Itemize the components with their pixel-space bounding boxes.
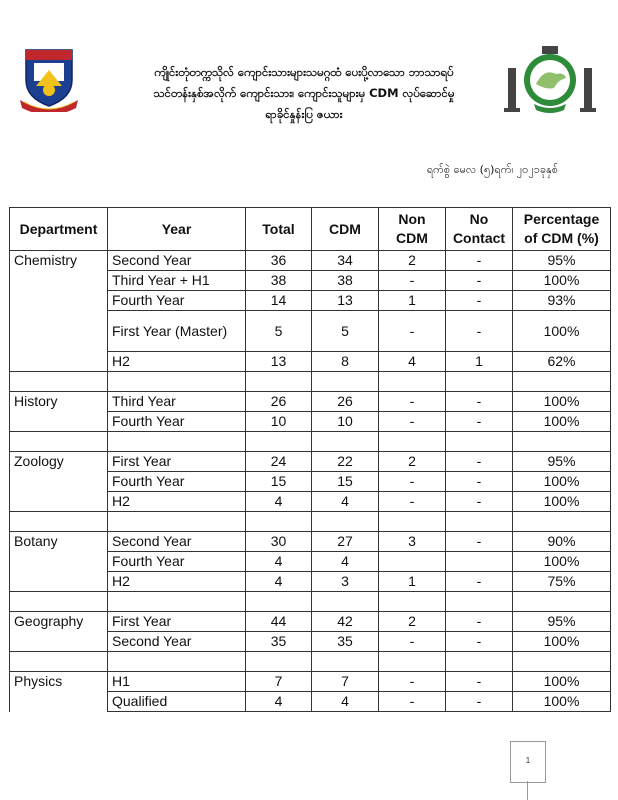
no-contact-cell: 1: [446, 352, 513, 372]
student-union-logo: [504, 46, 596, 116]
no-contact-cell: -: [446, 251, 513, 271]
spacer-cell: [446, 512, 513, 532]
page-number-box: [510, 741, 546, 783]
spacer-cell: [108, 432, 246, 452]
cdm-percentage-table: [9, 207, 611, 712]
header-year: Year: [108, 208, 246, 251]
spacer-cell: [446, 432, 513, 452]
percentage-cell: 95%: [513, 452, 611, 472]
no-contact-cell: -: [446, 672, 513, 692]
page-number: 1: [525, 756, 531, 765]
spacer-cell: [446, 592, 513, 612]
table-spacer-row: [10, 652, 611, 672]
no-contact-cell: -: [446, 572, 513, 592]
percentage-cell: 100%: [513, 472, 611, 492]
table-row: [10, 452, 611, 472]
non-cdm-cell: -: [379, 632, 446, 652]
cdm-cell: 38: [312, 271, 379, 291]
total-cell: 4: [246, 572, 312, 592]
no-contact-cell: -: [446, 632, 513, 652]
department-cell: Physics: [10, 672, 108, 692]
cdm-cell: 8: [312, 352, 379, 372]
percentage-cell: 100%: [513, 492, 611, 512]
total-cell: 24: [246, 452, 312, 472]
total-cell: 4: [246, 552, 312, 572]
non-cdm-cell: 1: [379, 291, 446, 311]
department-cell: [10, 271, 108, 291]
total-cell: 13: [246, 352, 312, 372]
total-cell: 44: [246, 612, 312, 632]
percentage-cell: 62%: [513, 352, 611, 372]
spacer-cell: [312, 512, 379, 532]
department-cell: [10, 632, 108, 652]
table-header-row: [10, 208, 611, 251]
non-cdm-cell: -: [379, 412, 446, 432]
no-contact-cell: -: [446, 291, 513, 311]
cdm-cell: 15: [312, 472, 379, 492]
spacer-cell: [446, 372, 513, 392]
department-cell: [10, 572, 108, 592]
spacer-cell: [108, 592, 246, 612]
spacer-cell: [10, 592, 108, 612]
total-cell: 10: [246, 412, 312, 432]
non-cdm-cell: 2: [379, 251, 446, 271]
cdm-cell: 4: [312, 692, 379, 712]
total-cell: 14: [246, 291, 312, 311]
department-cell: [10, 692, 108, 712]
non-cdm-cell: 3: [379, 532, 446, 552]
cdm-cell: 34: [312, 251, 379, 271]
percentage-cell: 100%: [513, 412, 611, 432]
spacer-cell: [246, 512, 312, 532]
year-cell: Fourth Year: [108, 412, 246, 432]
percentage-cell: 75%: [513, 572, 611, 592]
year-cell: Fourth Year: [108, 472, 246, 492]
year-cell: First Year: [108, 612, 246, 632]
non-cdm-cell: [379, 552, 446, 572]
table-body: [10, 251, 611, 712]
department-cell: [10, 291, 108, 311]
year-cell: H2: [108, 492, 246, 512]
percentage-cell: 100%: [513, 311, 611, 352]
header-cdm: CDM: [312, 208, 379, 251]
spacer-cell: [513, 432, 611, 452]
total-cell: 30: [246, 532, 312, 552]
non-cdm-cell: 4: [379, 352, 446, 372]
table-row: [10, 672, 611, 692]
spacer-cell: [312, 652, 379, 672]
title-line-1: ကျိုင်းတုံတက္ကသိုလ် ကျောင်းသားများသမဂ္ဂထံ ပေးပို့လာသော ဘာသာရပ်: [154, 65, 454, 79]
spacer-cell: [10, 372, 108, 392]
percentage-cell: 100%: [513, 632, 611, 652]
no-contact-cell: -: [446, 412, 513, 432]
non-cdm-cell: -: [379, 392, 446, 412]
year-cell: Third Year + H1: [108, 271, 246, 291]
percentage-cell: 90%: [513, 532, 611, 552]
spacer-cell: [108, 512, 246, 532]
header-percentage: Percentage of CDM (%): [513, 208, 611, 251]
spacer-cell: [108, 652, 246, 672]
cdm-cell: 13: [312, 291, 379, 311]
page-number-connector: [527, 781, 528, 800]
cdm-cell: 35: [312, 632, 379, 652]
table-row: [10, 251, 611, 271]
spacer-cell: [379, 372, 446, 392]
total-cell: 38: [246, 271, 312, 291]
year-cell: H2: [108, 352, 246, 372]
table-row: [10, 612, 611, 632]
table-row: [10, 692, 611, 712]
cdm-cell: 27: [312, 532, 379, 552]
title-line-2: သင်တန်းနှစ်အလိုက် ကျောင်းသား၊ ကျောင်းသူများမှ CDM လုပ်ဆောင်မှု: [153, 86, 455, 100]
percentage-cell: 100%: [513, 552, 611, 572]
total-cell: 36: [246, 251, 312, 271]
non-cdm-cell: 2: [379, 452, 446, 472]
spacer-cell: [312, 592, 379, 612]
spacer-cell: [513, 652, 611, 672]
non-cdm-cell: -: [379, 672, 446, 692]
table-spacer-row: [10, 512, 611, 532]
cdm-cell: 3: [312, 572, 379, 592]
no-contact-cell: -: [446, 612, 513, 632]
spacer-cell: [312, 432, 379, 452]
table-spacer-row: [10, 372, 611, 392]
cdm-cell: 42: [312, 612, 379, 632]
non-cdm-cell: -: [379, 271, 446, 291]
total-cell: 35: [246, 632, 312, 652]
header-total: Total: [246, 208, 312, 251]
department-cell: Botany: [10, 532, 108, 552]
spacer-cell: [379, 432, 446, 452]
no-contact-cell: -: [446, 492, 513, 512]
spacer-cell: [10, 432, 108, 452]
title-line-3: ရာခိုင်နှုန်းပြ ဇယား: [265, 107, 343, 121]
cdm-cell: 4: [312, 552, 379, 572]
percentage-cell: 100%: [513, 271, 611, 291]
table-row: [10, 552, 611, 572]
year-cell: Third Year: [108, 392, 246, 412]
year-cell: H2: [108, 572, 246, 592]
spacer-cell: [513, 372, 611, 392]
spacer-cell: [10, 652, 108, 672]
department-cell: History: [10, 392, 108, 412]
cdm-cell: 4: [312, 492, 379, 512]
spacer-cell: [108, 372, 246, 392]
department-cell: [10, 352, 108, 372]
cdm-cell: 7: [312, 672, 379, 692]
non-cdm-cell: -: [379, 472, 446, 492]
table-row: [10, 572, 611, 592]
total-cell: 26: [246, 392, 312, 412]
total-cell: 4: [246, 492, 312, 512]
department-cell: [10, 552, 108, 572]
percentage-cell: 100%: [513, 392, 611, 412]
year-cell: H1: [108, 672, 246, 692]
total-cell: 7: [246, 672, 312, 692]
spacer-cell: [246, 592, 312, 612]
non-cdm-cell: -: [379, 492, 446, 512]
cdm-cell: 22: [312, 452, 379, 472]
table-row: [10, 271, 611, 291]
cdm-cell: 5: [312, 311, 379, 352]
percentage-cell: 95%: [513, 251, 611, 271]
no-contact-cell: -: [446, 311, 513, 352]
document-date: ရက်စွဲ မေလ (၅)ရက်၊ ၂၀၂၁ခုနှစ်: [426, 163, 558, 176]
year-cell: Second Year: [108, 632, 246, 652]
year-cell: Fourth Year: [108, 291, 246, 311]
year-cell: Second Year: [108, 251, 246, 271]
total-cell: 15: [246, 472, 312, 492]
table-spacer-row: [10, 432, 611, 452]
table-row: [10, 311, 611, 352]
document-title: [104, 62, 504, 125]
total-cell: 5: [246, 311, 312, 352]
non-cdm-cell: 1: [379, 572, 446, 592]
spacer-cell: [246, 372, 312, 392]
year-cell: Fourth Year: [108, 552, 246, 572]
spacer-cell: [379, 592, 446, 612]
no-contact-cell: -: [446, 532, 513, 552]
header-no-contact: No Contact: [446, 208, 513, 251]
spacer-cell: [312, 372, 379, 392]
table-row: [10, 412, 611, 432]
table-row: [10, 352, 611, 372]
table-row: [10, 492, 611, 512]
cdm-cell: 26: [312, 392, 379, 412]
spacer-cell: [513, 512, 611, 532]
table-row: [10, 291, 611, 311]
non-cdm-cell: 2: [379, 612, 446, 632]
department-cell: Chemistry: [10, 251, 108, 271]
spacer-cell: [379, 652, 446, 672]
spacer-cell: [379, 512, 446, 532]
table-row: [10, 472, 611, 492]
no-contact-cell: [446, 552, 513, 572]
department-cell: Geography: [10, 612, 108, 632]
spacer-cell: [513, 592, 611, 612]
year-cell: First Year (Master): [108, 311, 246, 352]
year-cell: Second Year: [108, 532, 246, 552]
department-cell: [10, 472, 108, 492]
spacer-cell: [246, 432, 312, 452]
spacer-cell: [10, 512, 108, 532]
no-contact-cell: -: [446, 392, 513, 412]
year-cell: Qualified: [108, 692, 246, 712]
year-cell: First Year: [108, 452, 246, 472]
department-cell: [10, 311, 108, 352]
cdm-cell: 10: [312, 412, 379, 432]
table-row: [10, 632, 611, 652]
table-spacer-row: [10, 592, 611, 612]
percentage-cell: 95%: [513, 612, 611, 632]
no-contact-cell: -: [446, 692, 513, 712]
department-cell: [10, 492, 108, 512]
percentage-cell: 100%: [513, 692, 611, 712]
table-row: [10, 532, 611, 552]
non-cdm-cell: -: [379, 692, 446, 712]
non-cdm-cell: -: [379, 311, 446, 352]
no-contact-cell: -: [446, 452, 513, 472]
spacer-cell: [446, 652, 513, 672]
no-contact-cell: -: [446, 472, 513, 492]
percentage-cell: 93%: [513, 291, 611, 311]
spacer-cell: [246, 652, 312, 672]
table-row: [10, 392, 611, 412]
department-cell: Zoology: [10, 452, 108, 472]
total-cell: 4: [246, 692, 312, 712]
header-department: Department: [10, 208, 108, 251]
percentage-cell: 100%: [513, 672, 611, 692]
header-non-cdm: Non CDM: [379, 208, 446, 251]
department-cell: [10, 412, 108, 432]
university-crest-logo: [20, 46, 78, 112]
no-contact-cell: -: [446, 271, 513, 291]
